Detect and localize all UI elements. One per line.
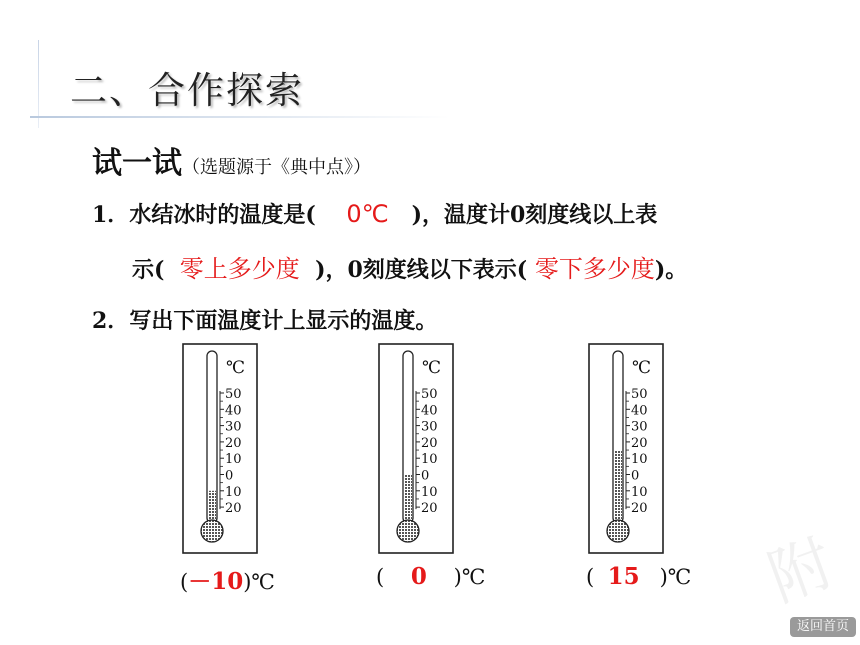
thermometer-svg: [588, 343, 668, 558]
tick-label: 50: [421, 387, 438, 402]
question-1-text-c: 示(: [132, 257, 165, 283]
tick-label: 20: [225, 435, 242, 451]
reading-2-close: )℃: [453, 565, 486, 589]
answer-below-zero: 零下多少度: [534, 255, 655, 283]
unit-label: ℃: [632, 358, 652, 378]
reading-3-open: (: [586, 565, 595, 589]
thermometer-1: [182, 343, 262, 558]
watermark-glyph: 附: [759, 525, 843, 616]
reading-1-answer: －10: [188, 568, 244, 595]
answer-freezing-point: 0℃: [346, 200, 389, 228]
reading-2: [376, 563, 485, 590]
tick-label: 50: [225, 387, 242, 402]
unit-label: ℃: [422, 358, 442, 378]
question-2-text: 写出下面温度计上显示的温度。: [129, 308, 438, 334]
tick-label: 10: [631, 484, 648, 500]
tick-label: 40: [421, 403, 438, 419]
tick-label: 0: [421, 468, 430, 484]
tick-label: 10: [421, 484, 438, 500]
decor-horizontal-line: [30, 116, 450, 118]
tick-label: 20: [631, 435, 648, 451]
tick-label: 20: [225, 501, 242, 517]
mercury-column: [404, 475, 412, 526]
tick-label: 40: [225, 403, 242, 419]
reading-1-open: (: [180, 570, 189, 594]
question-1-text-b: )，温度计0刻度线以上表: [411, 202, 658, 228]
tick-label: 0: [631, 468, 640, 484]
tick-label: 10: [631, 452, 648, 468]
thermometer-svg: [378, 343, 458, 558]
question-2: [92, 304, 437, 335]
tick-label: 0: [225, 468, 234, 484]
answer-above-zero: 零上多少度: [179, 255, 300, 283]
question-1-line-1: [92, 198, 657, 229]
unit-label: ℃: [226, 358, 246, 378]
try-label: 试一试: [92, 146, 182, 181]
mercury-column: [614, 450, 622, 525]
question-1-text-e: )。: [654, 257, 688, 283]
tick-label: 20: [421, 435, 438, 451]
reading-3-answer: 15: [607, 563, 640, 590]
page-title: 二、合作探索: [70, 69, 304, 112]
tick-label: 50: [631, 387, 648, 402]
reading-2-open: (: [376, 565, 385, 589]
question-2-number: 2．: [92, 308, 130, 334]
reading-3-close: )℃: [659, 565, 692, 589]
tick-label: 10: [225, 484, 242, 500]
reading-1: [180, 563, 275, 596]
question-1-number: 1．: [92, 202, 130, 228]
question-1-line-2: [132, 249, 687, 284]
decor-vertical-line: [38, 40, 39, 128]
tick-label: 30: [631, 419, 648, 435]
thermometer-bulb: [201, 520, 223, 542]
tick-label: 20: [631, 501, 648, 517]
thermometer-2: [378, 343, 458, 558]
tick-label: 40: [631, 403, 648, 419]
reading-3: [586, 563, 691, 590]
tick-label: 30: [421, 419, 438, 435]
tick-label: 10: [225, 452, 242, 468]
reading-2-answer: 0: [410, 563, 427, 590]
tick-label: 30: [225, 419, 242, 435]
reading-1-close: )℃: [243, 570, 275, 594]
tick-label: 10: [421, 452, 438, 468]
question-1-text-d: )，0刻度线以下表示(: [315, 257, 528, 283]
question-1-text-a: 水结冰时的温度是(: [129, 202, 316, 228]
thermometer-bulb: [397, 520, 419, 542]
try-header: [92, 138, 371, 182]
back-home-button[interactable]: 返回首页: [790, 617, 856, 637]
thermometer-3: [588, 343, 668, 558]
tick-label: 20: [421, 501, 438, 517]
thermometer-svg: [182, 343, 262, 558]
thermometer-bulb: [607, 520, 629, 542]
source-note: （选题源于《典中点》）: [182, 157, 371, 178]
